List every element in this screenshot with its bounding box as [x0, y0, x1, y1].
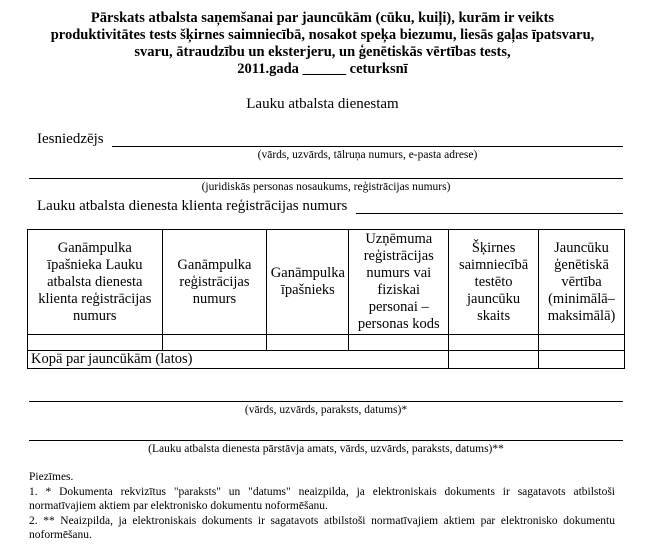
table-cell[interactable]: [539, 335, 625, 351]
representative-hint: (Lauku atbalsta dienesta pārstāvja amats, vārds, uzvārds, paraksts, datums)**: [148, 443, 504, 455]
table-cell[interactable]: [267, 335, 349, 351]
representative-signature-line[interactable]: [29, 440, 623, 441]
note-2: 2. ** Neaizpilda, ja elektroniskais dokuments ir sagatavots atbilstoši normatīvajiem aktiem par elektronisko dokumentu noformēšanu.: [29, 514, 615, 541]
signer-signature-line[interactable]: [29, 401, 623, 402]
table-header-row: [28, 230, 625, 335]
column-header: Jauncūku ģenētiskā vērtība (minimālā–maksimālā): [539, 230, 625, 335]
notes-heading: Piezīmes.: [29, 471, 74, 483]
total-row: [28, 351, 625, 369]
table-cell[interactable]: [28, 335, 163, 351]
total-cell[interactable]: [539, 351, 625, 369]
recipient: Lauku atbalsta dienestam: [246, 96, 399, 112]
document-title: [0, 10, 645, 78]
submitter-legal-line[interactable]: [29, 178, 623, 179]
signer-hint: (vārds, uzvārds, paraksts, datums)*: [244, 404, 408, 416]
total-label: Kopā par jauncūkām (latos): [28, 351, 449, 369]
column-header: Ganāmpulka īpašnieka Lauku atbalsta dienesta klienta reģistrācijas numurs: [28, 230, 163, 335]
submitter-legal-hint: (juridiskās personas nosaukums, reģistrācijas numurs): [201, 181, 451, 193]
column-header: Uzņēmuma reģistrācijas numurs vai fiziskai personai – personas kods: [349, 230, 449, 335]
herd-table: [27, 229, 625, 369]
submitter-name-line[interactable]: [112, 146, 623, 147]
table-cell[interactable]: [162, 335, 267, 351]
submitter-person-hint: (vārds, uzvārds, tālruņa numurs, e-pasta adrese): [257, 149, 478, 161]
title-line-3: svaru, ātraudzību un eksterjeru, un ģenētiskās vērtības tests,: [134, 44, 511, 60]
column-header: Šķirnes saimniecībā testēto jauncūku skaits: [449, 230, 539, 335]
title-line-1: Pārskats atbalsta saņemšanai par jauncūkām (cūku, kuiļi), kurām ir veikts: [90, 10, 555, 26]
table-row: [28, 335, 625, 351]
title-line-2: produktivitātes tests šķirnes saimniecībā, nosakot speķa biezumu, liesās gaļas īpatsvaru,: [50, 27, 595, 43]
client-number-label: Lauku atbalsta dienesta klienta reģistrācijas numurs: [37, 198, 348, 214]
notes: [29, 470, 615, 543]
client-number-line[interactable]: [356, 213, 623, 214]
submitter-label: Iesniedzējs: [37, 131, 104, 147]
column-header: Ganāmpulka īpašnieks: [267, 230, 349, 335]
total-cell[interactable]: [449, 351, 539, 369]
table-cell[interactable]: [349, 335, 449, 351]
title-line-4: 2011.gada ______ ceturksnī: [237, 61, 408, 77]
note-1: 1. * Dokumenta rekvizītus "paraksts" un "datums" neaizpilda, ja elektroniskais dokuments ir sagatavots atbilstoši normatīvajiem aktiem par elektronisko dokumentu noformēšanu.: [29, 485, 615, 512]
column-header: Ganāmpulka reģistrācijas numurs: [162, 230, 267, 335]
table-cell[interactable]: [449, 335, 539, 351]
